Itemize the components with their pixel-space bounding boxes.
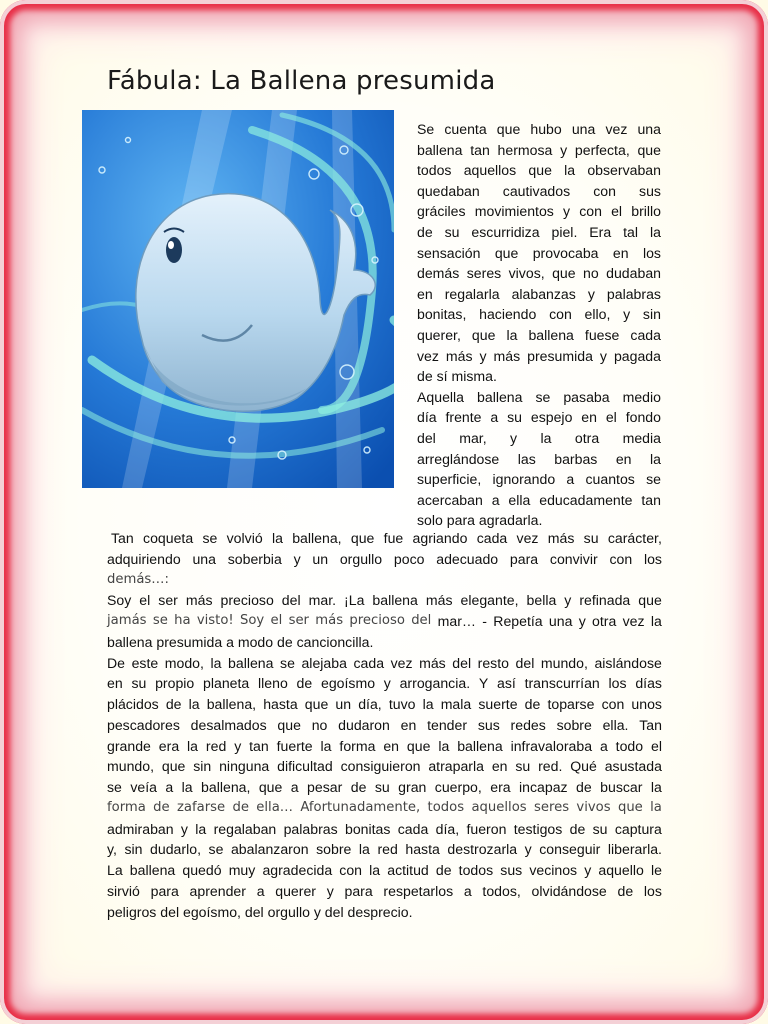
side-text-line: querer, que la ballena fuese cada xyxy=(417,327,661,343)
body-text-line: forma de zafarse de ella… Afortunadamente, todos aquellos seres vivos que la xyxy=(107,799,662,815)
side-text-line: día frente a su espejo en el fondo xyxy=(417,409,661,426)
side-text-line: vez más y más presumida y pagada xyxy=(417,347,661,364)
side-text-line: superficie, ignorando a cuantos se xyxy=(417,471,661,488)
body-text-line: jamás se ha visto! Soy el ser más precioso del mar… - Repetía una y otra vez la xyxy=(107,613,662,629)
side-text-line: arreglándose las barbas en la xyxy=(417,450,661,467)
side-text-line: solo para agradarla. xyxy=(417,512,543,529)
body-text-line: admiraban y la regalaban palabras bonitas cada día, fueron testigos de su captura xyxy=(107,820,662,837)
side-text-line: sensación que provocaba en los xyxy=(417,244,661,261)
whale-illustration xyxy=(82,110,394,488)
body-text-line: se veía a la ballena, que a pesar de su gran cuerpo, era incapaz de buscar la xyxy=(107,779,662,795)
body-text-line: grande era la red y tan fuerte la forma en que la ballena infravaloraba a todo el xyxy=(107,737,662,754)
side-text-line: gráciles movimientos y con el brillo xyxy=(417,203,661,220)
side-text-line: de sí misma. xyxy=(417,368,497,385)
side-text-line: todos aquellos que la observaban xyxy=(417,162,661,179)
body-text-line: sirvió para aprender a querer y para respetarlos a todos, olvidándose de los xyxy=(107,882,662,899)
body-text-line: mundo, que sin ninguna dificultad consiguieron atraparla en su red. Qué asustada xyxy=(107,758,662,775)
body-text-line: De este modo, la ballena se alejaba cada vez más del resto del mundo, aislándose xyxy=(107,654,662,671)
side-text-line: quedaban cautivados con sus xyxy=(417,182,661,199)
body-text-line: peligros del egoísmo, del orgullo y del desprecio. xyxy=(107,903,413,920)
body-text-line: pescadores desalmados que no dudaron en tender sus redes sobre ella. Tan xyxy=(107,716,662,733)
side-text-line: en regalarla alabanzas y palabras xyxy=(417,285,661,302)
body-text-line: plácidos de la ballena, hasta que un día, tuvo la mala suerte de toparse con unos xyxy=(107,696,662,712)
side-text-line: de su escurridiza piel. Era tal la xyxy=(417,224,661,240)
body-text-line: La ballena quedó muy agradecida con la actitud de todos sus vecinos y aquello le xyxy=(107,862,662,878)
body-text-line: Soy el ser más precioso del mar. ¡La ballena más elegante, bella y refinada que xyxy=(107,592,662,609)
body-text-line: y, sin dudarlo, se abalanzaron sobre la red hasta destrozarla y conseguir liberarla. xyxy=(107,841,662,858)
side-text-line: del mar, y la otra media xyxy=(417,430,661,446)
side-text-line: demás seres vivos, que no dudaban xyxy=(417,265,661,282)
side-text-line: Aquella ballena se pasaba medio xyxy=(417,388,661,405)
page-title: Fábula: La Ballena presumida xyxy=(107,66,496,96)
side-text-line: acercaban a ella educadamente tan xyxy=(417,491,661,508)
side-text-line: bonitas, haciendo con ello, y sin xyxy=(417,306,661,323)
body-text-line: ballena presumida a modo de cancioncilla. xyxy=(107,633,374,650)
body-text-line: en su propio planeta lleno de egoísmo y arrogancia. Y así transcurrían los días xyxy=(107,675,662,692)
side-text-line: ballena tan hermosa y perfecta, que xyxy=(417,141,661,158)
body-text-line: adquiriendo una soberbia y un orgullo poco adecuado para convivir con los xyxy=(107,550,662,567)
body-text-line: Tan coqueta se volvió la ballena, que fue agriando cada vez más su carácter, xyxy=(111,530,662,546)
body-text-line: demás…: xyxy=(107,571,169,587)
side-text-line: Se cuenta que hubo una vez una xyxy=(417,121,661,137)
